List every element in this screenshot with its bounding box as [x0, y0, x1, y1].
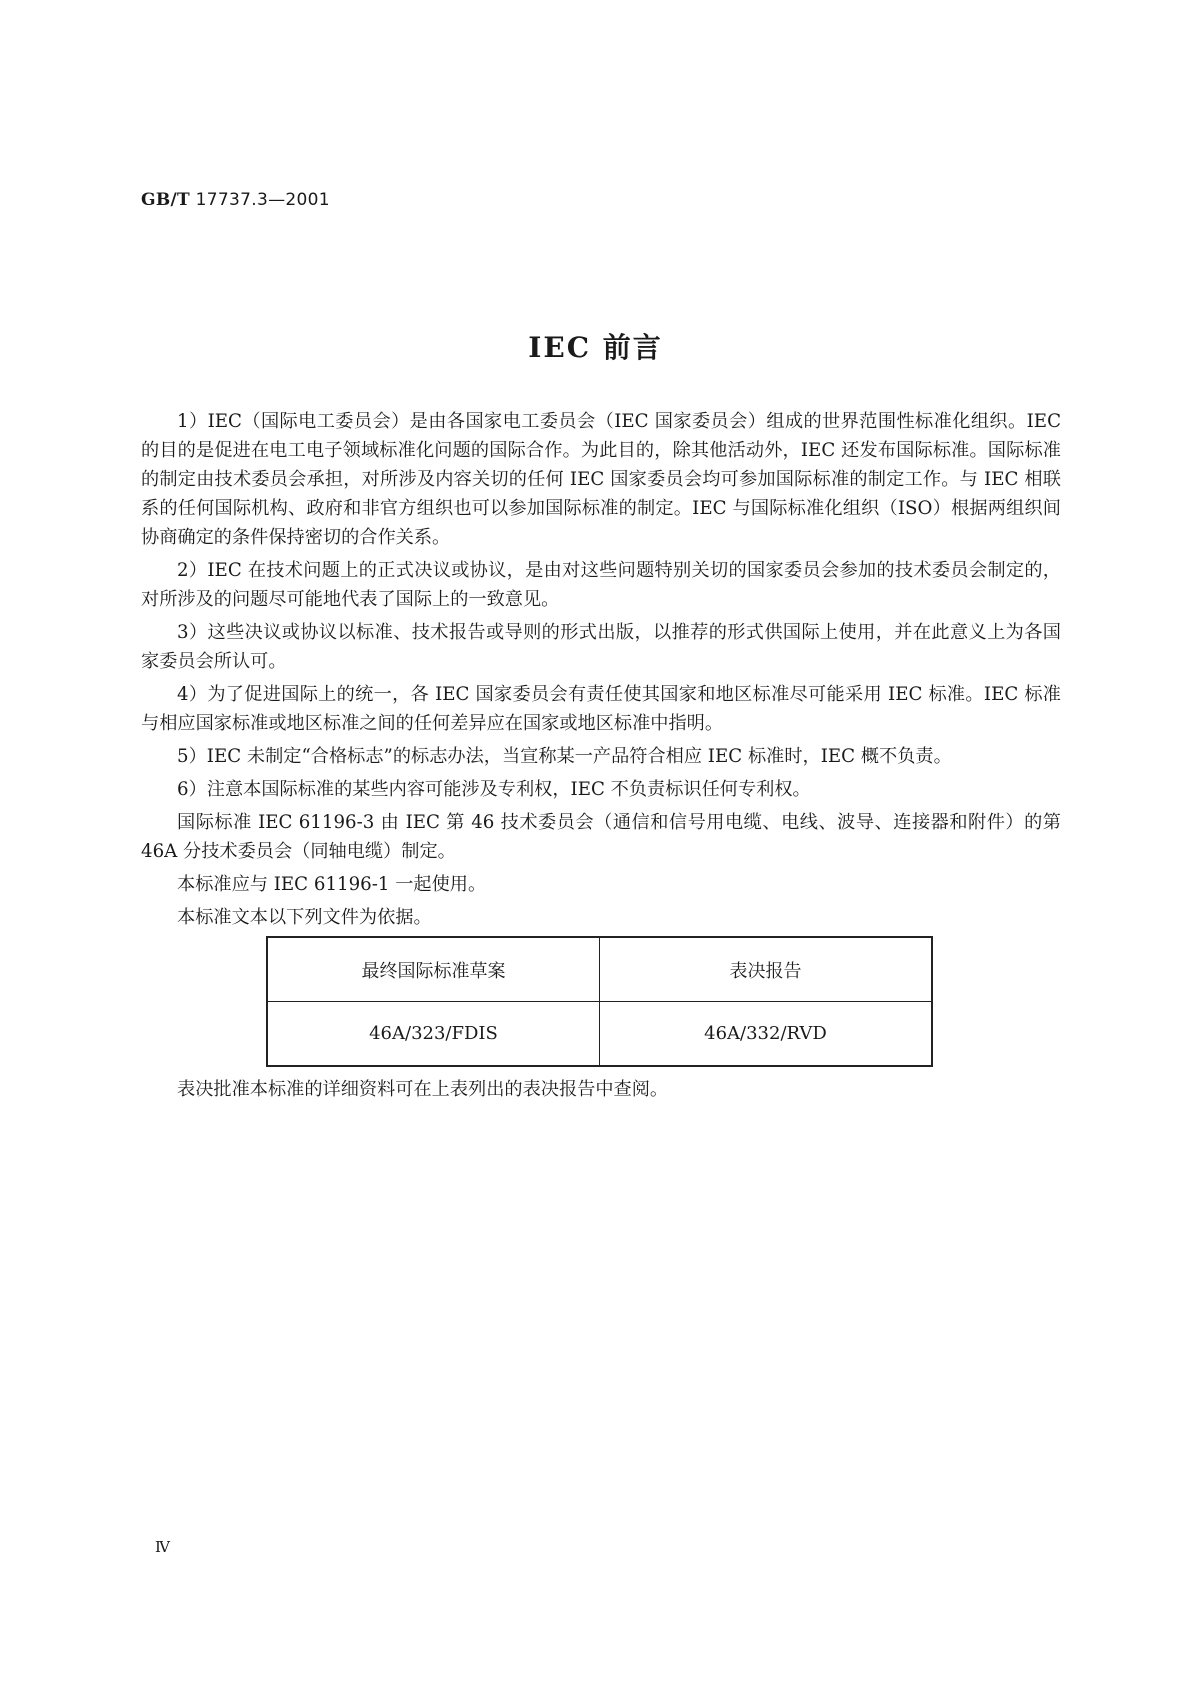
- paragraph-5: 5）IEC 未制定“合格标志”的标志办法，当宣称某一产品符合相应 IEC 标准时，IEC 概不负责。: [177, 746, 952, 767]
- standard-prefix: GB/T: [141, 190, 190, 210]
- paragraph-usage: 本标准应与 IEC 61196-1 一起使用。: [177, 874, 487, 895]
- standard-number: 17737.3—2001: [195, 190, 330, 210]
- paragraph-basis: 本标准文本以下列文件为依据。: [177, 907, 432, 928]
- table-cell: 46A/332/RVD: [600, 1002, 933, 1067]
- page-title: IEC 前言: [528, 331, 663, 364]
- table-header-cell: 表决报告: [600, 937, 933, 1002]
- page-number: Ⅳ: [155, 1538, 170, 1556]
- table-row: [267, 1002, 932, 1067]
- paragraph-1: 1）IEC（国际电工委员会）是由各国家电工委员会（IEC 国家委员会）组成的世界范围性标准化组织。IEC 的目的是促进在电工电子领域标准化问题的国际合作。为此目的，除其他活动外，IEC 还发布国际标准。国际标准的制定由技术委员会承担，对所涉及内容关切的任何 IEC 国家委员会均可参加国际标准的制定工作。与 IEC 相联系的任何国际机构、政府和非官方组织也可以参加国际标准的制定。IEC 与国际标准化组织（ISO）根据两组织间协商确定的条件保持密切的合作关系。: [141, 411, 1061, 548]
- paragraph-3: 3）这些决议或协议以标准、技术报告或导则的形式出版，以推荐的形式供国际上使用，并在此意义上为各国家委员会所认可。: [141, 622, 1061, 672]
- paragraph-6: 6）注意本国际标准的某些内容可能涉及专利权，IEC 不负责标识任何专利权。: [177, 779, 811, 800]
- table-cell: 46A/323/FDIS: [267, 1002, 600, 1067]
- table-header-row: [267, 937, 932, 1002]
- table-header-cell: 最终国际标准草案: [267, 937, 600, 1002]
- standard-code: [141, 190, 330, 210]
- closing-paragraph: 表决批准本标准的详细资料可在上表列出的表决报告中查阅。: [177, 1079, 669, 1100]
- voting-documents-table: [266, 936, 933, 1067]
- document-body: [141, 407, 1061, 1108]
- paragraph-2: 2）IEC 在技术问题上的正式决议或协议，是由对这些问题特别关切的国家委员会参加的技术委员会制定的，对所涉及的问题尽可能地代表了国际上的一致意见。: [141, 560, 1061, 610]
- paragraph-4: 4）为了促进国际上的统一，各 IEC 国家委员会有责任使其国家和地区标准尽可能采用 IEC 标准。IEC 标准与相应国家标准或地区标准之间的任何差异应在国家或地区标准中指明。: [141, 684, 1061, 734]
- paragraph-committee: 国际标准 IEC 61196-3 由 IEC 第 46 技术委员会（通信和信号用电缆、电线、波导、连接器和附件）的第 46A 分技术委员会（同轴电缆）制定。: [141, 812, 1061, 862]
